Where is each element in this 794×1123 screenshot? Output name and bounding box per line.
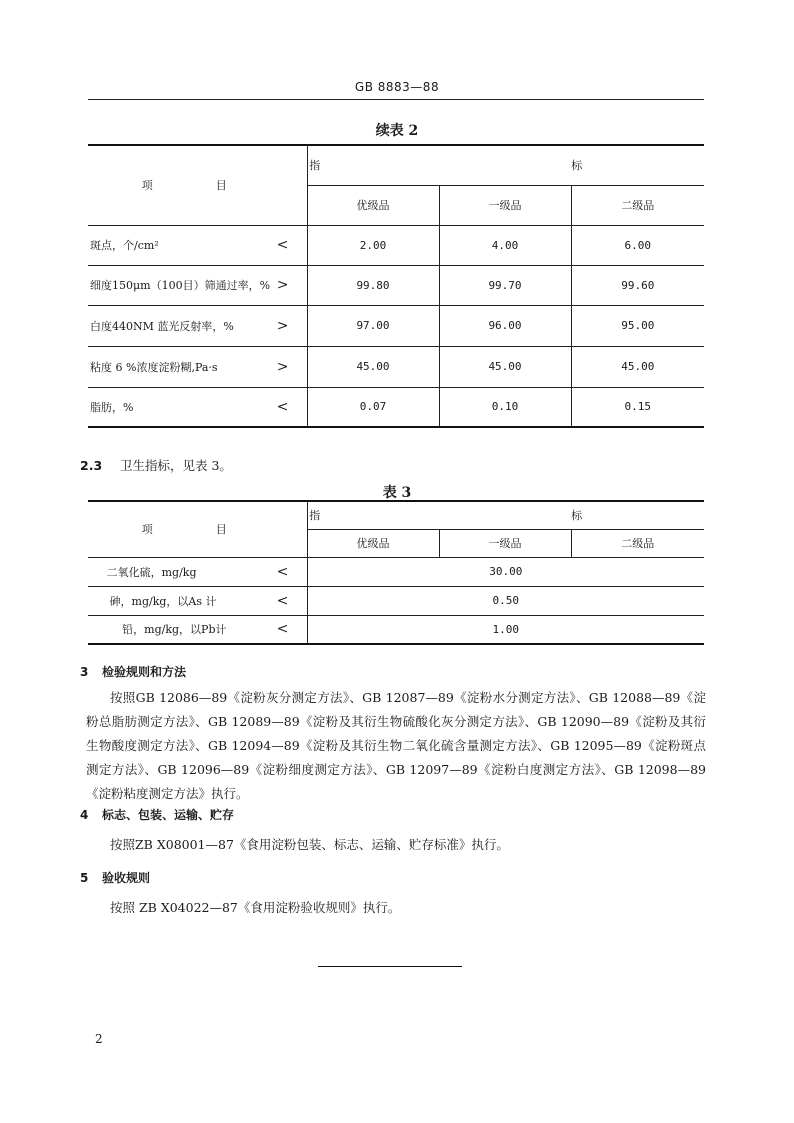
header-rule: [88, 99, 704, 100]
cell-value: 0.07: [307, 387, 439, 427]
cell-value: 97.00: [307, 305, 439, 346]
comparison-sign: <: [276, 563, 289, 580]
section-4-body: 按照ZB X08001—87《食用淀粉包装、标志、运输、贮存标准》执行。: [110, 837, 509, 852]
section-2-3: [80, 456, 232, 474]
document-code: GB 8883—88: [354, 80, 440, 94]
table2-group-header: 指 标: [307, 145, 704, 185]
end-rule: [318, 966, 462, 967]
table-row: [88, 586, 704, 615]
table3-grade-header: 一级品: [439, 529, 571, 557]
table-row: [88, 346, 704, 387]
row-item: 铅，mg/kg，以Pb计: [122, 623, 227, 637]
row-item: 脂肪，%: [90, 400, 134, 414]
section-number: 5: [80, 871, 89, 885]
cell-value: 2.00: [307, 225, 439, 265]
cell-value: 0.10: [439, 387, 571, 427]
row-item: 二氧化硫，mg/kg: [106, 565, 197, 579]
section-4-heading: [80, 806, 234, 823]
table-row: [88, 557, 704, 586]
section-text: 卫生指标，见表 3。: [120, 458, 232, 473]
cell-value: 95.00: [571, 305, 704, 346]
table3-item-header: 项 目: [88, 501, 307, 557]
cell-value: 0.50: [307, 586, 704, 615]
table-row: [88, 225, 704, 265]
table-row: [88, 387, 704, 427]
section-3-heading: [80, 663, 186, 680]
cell-value: 45.00: [571, 346, 704, 387]
section-5-heading: [80, 869, 150, 886]
table-2: [88, 144, 704, 428]
cell-value: 1.00: [307, 615, 704, 644]
comparison-sign: <: [276, 237, 289, 253]
comparison-sign: >: [276, 317, 289, 334]
cell-value: 0.15: [571, 387, 704, 427]
table2-grade-header: 优级品: [307, 185, 439, 225]
section-number: 3: [80, 665, 89, 679]
comparison-sign: >: [276, 358, 289, 375]
comparison-sign: <: [276, 592, 289, 609]
cell-value: 6.00: [571, 225, 704, 265]
table2-grade-header: 一级品: [439, 185, 571, 225]
row-item: 细度150μm（100目）筛通过率，%: [90, 279, 271, 292]
comparison-sign: >: [276, 277, 289, 293]
table-row: [88, 615, 704, 644]
page-number: 2: [95, 1032, 103, 1046]
cell-value: 99.80: [307, 265, 439, 305]
row-item: 砷，mg/kg，以As 计: [109, 594, 217, 608]
table-3: [88, 500, 704, 645]
cell-value: 96.00: [439, 305, 571, 346]
section-5-body: 按照 ZB X04022—87《食用淀粉验收规则》执行。: [110, 900, 401, 915]
section-title: 检验规则和方法: [102, 665, 187, 679]
table3-group-header: 指 标: [307, 501, 704, 529]
section-number: 2.3: [80, 458, 103, 473]
cell-value: 45.00: [307, 346, 439, 387]
cell-value: 99.60: [571, 265, 704, 305]
cell-value: 99.70: [439, 265, 571, 305]
table3-grade-header: 优级品: [307, 529, 439, 557]
section-3-body: 按照GB 12086—89《淀粉灰分测定方法》、GB 12087—89《淀粉水分测定方法》、GB 12088—89《淀粉总脂肪测定方法》、GB 12089—89《淀粉及其衍生物硫酸化灰分测定方法》、GB 12090—89《淀粉及其衍生物酸度测定方法》、GB 12094—89《淀粉及其衍生物二氧化硫含量测定方法》、GB 12095—89《淀粉斑点测定方法》、GB 12096—89《淀粉细度测定方法》、GB 12097—89《淀粉白度测定方法》、GB 12098—89《淀粉粘度测定方法》执行。: [86, 690, 706, 801]
table2-grade-header: 二级品: [571, 185, 704, 225]
cell-value: 4.00: [439, 225, 571, 265]
section-title: 标志、包装、运输、贮存: [102, 808, 235, 822]
row-item: 斑点，个/cm²: [90, 239, 159, 252]
cell-value: 30.00: [307, 557, 704, 586]
table3-grade-header: 二级品: [571, 529, 704, 557]
row-item: 白度440NM 蓝光反射率，%: [90, 319, 234, 333]
table3-caption: 表 3: [382, 485, 412, 501]
section-number: 4: [80, 808, 89, 822]
comparison-sign: <: [276, 398, 289, 415]
table2-item-header: 项 目: [88, 145, 307, 225]
table-row: [88, 265, 704, 305]
section-title: 验收规则: [102, 871, 151, 885]
row-item: 粘度 6 %浓度淀粉糊,Pa·s: [90, 360, 218, 374]
table2-caption: 续表 2: [375, 123, 419, 139]
comparison-sign: <: [276, 621, 289, 638]
cell-value: 45.00: [439, 346, 571, 387]
table-row: [88, 305, 704, 346]
